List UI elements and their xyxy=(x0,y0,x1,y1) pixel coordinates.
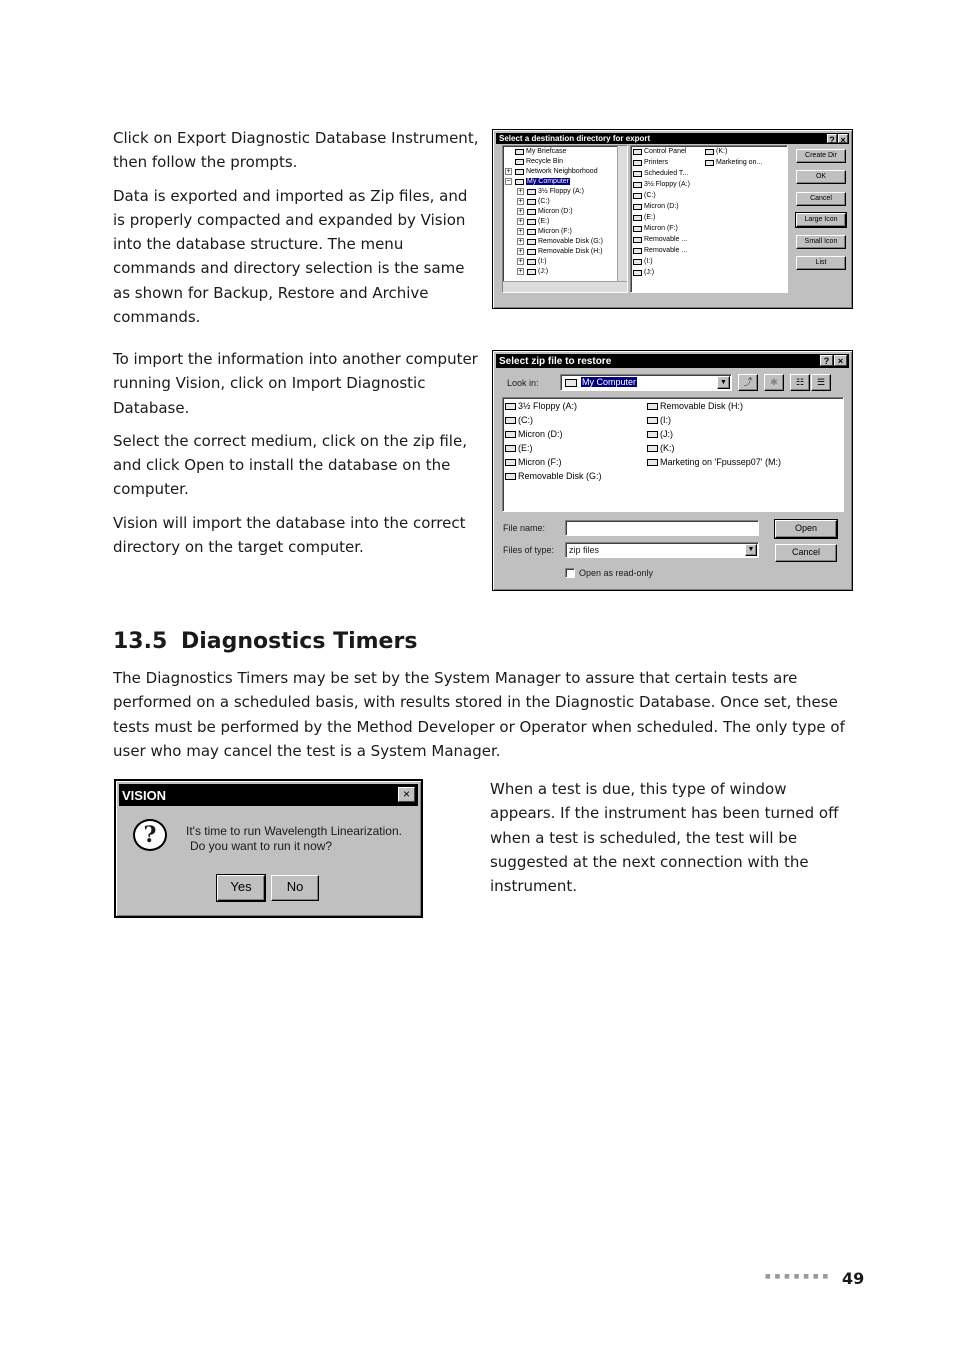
export-dialog-title: Select a destination directory for export xyxy=(499,134,651,143)
chevron-down-icon[interactable]: ▼ xyxy=(745,544,757,556)
list-item[interactable]: (E:) xyxy=(633,214,655,221)
new-folder-icon[interactable]: ✱ xyxy=(764,374,784,391)
tree-item-selected[interactable]: − My Computer xyxy=(506,178,570,185)
section-heading xyxy=(113,629,417,654)
read-only-checkbox[interactable] xyxy=(565,568,575,578)
list-item[interactable]: (C:) xyxy=(633,192,656,199)
section-body: The Diagnostics Timers may be set by the System Manager to assure that certain tests are performed on a scheduled basis, with results stored in the Diagnostic Database. Once set, these tests must be performed by the Method Developer or Operator when scheduled. The only type of user who may cancel the test is a System Manager. xyxy=(113,669,845,760)
files-of-type-label: Files of type: xyxy=(503,545,555,555)
intro-paragraph-1: Click on Export Diagnostic Database Instrument, then follow the prompts. xyxy=(113,129,479,172)
list-item[interactable]: Marketing on... xyxy=(705,159,762,166)
list-item[interactable]: (K:) xyxy=(705,148,727,155)
import-text xyxy=(113,347,483,559)
tree-item[interactable]: + Removable Disk (H:) xyxy=(518,248,603,255)
message-line-1: It's time to run Wavelength Linearization. xyxy=(186,824,402,838)
list-item[interactable]: (J:) xyxy=(633,269,654,276)
tree-hscrollbar[interactable] xyxy=(503,281,627,292)
create-dir-button[interactable]: Create Dir xyxy=(796,149,846,163)
section-title: Diagnostics Timers xyxy=(180,629,418,654)
list-item[interactable]: Removable ... xyxy=(633,236,687,243)
file-name-input[interactable] xyxy=(565,520,759,536)
export-dialog xyxy=(492,129,853,309)
small-icon-button[interactable]: Small Icon xyxy=(796,235,846,249)
file-list[interactable] xyxy=(502,397,844,512)
folder-list[interactable] xyxy=(630,145,788,293)
look-in-label: Look in: xyxy=(507,378,539,388)
vision-dialog xyxy=(114,779,423,918)
tree-item[interactable]: + Micron (D:) xyxy=(518,208,573,215)
tree-item[interactable]: + Removable Disk (G:) xyxy=(518,238,603,245)
tree-item[interactable]: + (J:) xyxy=(518,268,549,275)
open-button[interactable]: Open xyxy=(775,520,837,538)
import-paragraph-3: Vision will import the database into the correct directory on the target computer. xyxy=(113,513,466,557)
section-number: 13.5 xyxy=(113,629,168,654)
list-item[interactable]: Micron (F:) xyxy=(633,225,678,232)
list-item[interactable]: Scheduled T... xyxy=(633,170,688,177)
yes-button[interactable]: Yes xyxy=(217,875,265,901)
large-icon-button[interactable]: Large Icon xyxy=(796,213,846,227)
tree-vscrollbar[interactable] xyxy=(617,146,627,282)
folder-tree[interactable] xyxy=(502,145,628,293)
message-line-2: Do you want to run it now? xyxy=(190,839,333,853)
files-of-type-select[interactable] xyxy=(565,542,759,558)
vision-caption: When a test is due, this type of window appears. If the instrument has been turned off when a test is scheduled, the test will be suggested at the next connection with the instrument. xyxy=(490,780,839,896)
tree-item[interactable]: My Briefcase xyxy=(515,148,566,155)
no-button[interactable]: No xyxy=(271,875,319,901)
import-dialog-title: Select zip file to restore xyxy=(499,355,612,367)
details-view-icon[interactable]: ☰ xyxy=(811,374,831,391)
file-item[interactable]: Micron (D:) xyxy=(505,429,563,439)
file-item[interactable]: Removable Disk (H:) xyxy=(647,401,743,411)
file-item[interactable]: Marketing on 'Fpussep07' (M:) xyxy=(647,457,781,467)
list-view-icon[interactable]: ☷ xyxy=(790,374,810,391)
cancel-button[interactable]: Cancel xyxy=(796,192,846,206)
import-paragraph-2: Select the correct medium, click on the zip file, and click Open to install the database on the computer. xyxy=(113,431,467,499)
import-paragraph-1: To import the information into another computer running Vision, click on Import Diagnostic Database. xyxy=(113,350,478,417)
file-item[interactable]: (K:) xyxy=(647,443,675,453)
read-only-label: Open as read-only xyxy=(579,568,654,578)
file-item[interactable]: (E:) xyxy=(505,443,533,453)
vision-dialog-title: VISION xyxy=(122,787,167,803)
close-button[interactable]: × xyxy=(398,787,415,802)
tree-item[interactable]: + (E:) xyxy=(518,218,550,225)
file-item[interactable]: (I:) xyxy=(647,415,671,425)
list-item[interactable]: 3½ Floppy (A:) xyxy=(633,181,690,188)
list-button[interactable]: List xyxy=(796,256,846,270)
look-in-select[interactable] xyxy=(560,374,732,391)
tree-item[interactable]: + (C:) xyxy=(518,198,550,205)
tree-item[interactable]: + (I:) xyxy=(518,258,547,265)
list-item[interactable]: Micron (D:) xyxy=(633,203,679,210)
list-item[interactable]: Removable ... xyxy=(633,247,687,254)
computer-icon xyxy=(565,379,577,387)
list-item[interactable]: Control Panel xyxy=(633,148,686,155)
tree-item[interactable]: + 3½ Floppy (A:) xyxy=(518,188,584,195)
help-button[interactable]: ? xyxy=(827,134,837,143)
page-number: 49 xyxy=(842,1269,865,1288)
chevron-down-icon[interactable]: ▼ xyxy=(717,376,730,389)
tree-item[interactable]: + Network Neighborhood xyxy=(506,168,598,175)
file-item[interactable]: 3½ Floppy (A:) xyxy=(505,401,577,411)
list-item[interactable]: (I:) xyxy=(633,258,653,265)
file-name-label: File name: xyxy=(503,523,546,533)
file-item[interactable]: Removable Disk (G:) xyxy=(505,471,602,481)
list-item[interactable]: Printers xyxy=(633,159,668,166)
file-item[interactable]: Micron (F:) xyxy=(505,457,562,467)
import-dialog xyxy=(492,350,853,591)
help-button[interactable]: ? xyxy=(820,355,833,366)
look-in-value: My Computer xyxy=(582,377,637,387)
close-button[interactable]: × xyxy=(834,355,847,366)
close-button[interactable]: × xyxy=(838,134,848,143)
file-item[interactable]: (C:) xyxy=(505,415,533,425)
tree-item[interactable]: Recycle Bin xyxy=(515,158,563,165)
up-folder-icon[interactable]: ⤴ xyxy=(738,374,758,391)
question-icon: ? xyxy=(133,819,167,851)
ok-button[interactable]: OK xyxy=(796,170,846,184)
files-of-type-value: zip files xyxy=(569,545,600,555)
footer-dots: ■ ■ ■ ■ ■ ■ ■ xyxy=(765,1273,830,1280)
cancel-button[interactable]: Cancel xyxy=(775,544,837,562)
intro-text xyxy=(113,126,483,329)
intro-paragraph-2: Data is exported and imported as Zip files, and is properly compacted and expanded by Vision into the database structure. The menu commands and directory selection is the same as shown for Backup, Restore and Archive commands. xyxy=(113,186,468,327)
file-item[interactable]: (J:) xyxy=(647,429,673,439)
tree-item[interactable]: + Micron (F:) xyxy=(518,228,572,235)
